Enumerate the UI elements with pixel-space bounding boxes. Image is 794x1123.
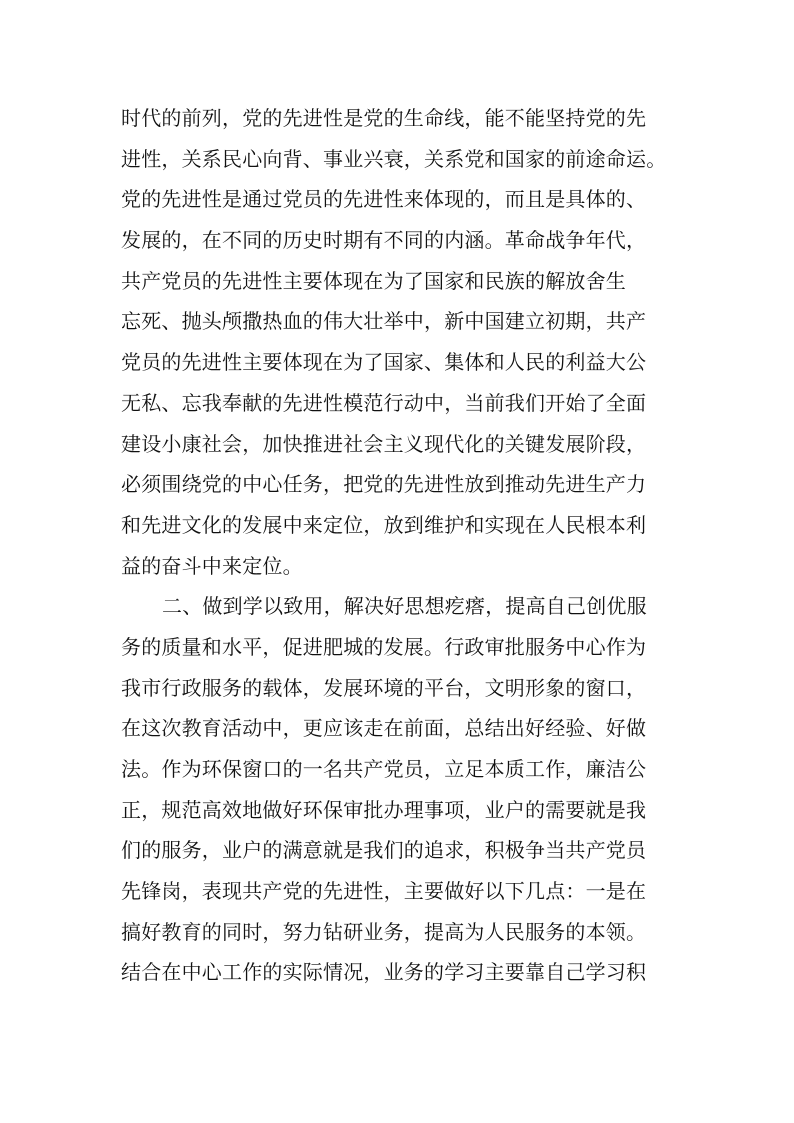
text-line: 搞好教育的同时，努力钻研业务，提高为人民服务的本领。	[121, 919, 647, 944]
text-line: 益的奋斗中来定位。	[121, 553, 303, 578]
text-line: 建设小康社会，加快推进社会主义现代化的关键发展阶段，	[121, 431, 647, 456]
text-line: 在这次教育活动中，更应该走在前面，总结出好经验、好做	[121, 716, 647, 741]
text-line: 和先进文化的发展中来定位，放到维护和实现在人民根本利	[121, 512, 647, 537]
text-line: 正，规范高效地做好环保审批办理事项，业户的需要就是我	[121, 797, 647, 822]
text-line: 必须围绕党的中心任务，把党的先进性放到推动先进生产力	[121, 472, 647, 497]
text-line: 无私、忘我奉献的先进性模范行动中，当前我们开始了全面	[121, 390, 647, 415]
text-line: 时代的前列，党的先进性是党的生命线，能不能坚持党的先	[121, 106, 647, 130]
paragraph-start-line: 二、做到学以致用，解决好思想疙瘩，提高自己创优服	[162, 594, 647, 619]
text-line: 进性，关系民心向背、事业兴衰，关系党和国家的前途命运。	[121, 146, 667, 171]
text-line: 忘死、抛头颅撒热血的伟大壮举中，新中国建立初期，共产	[121, 309, 647, 334]
text-line: 发展的，在不同的历史时期有不同的内涵。革命战争年代，	[121, 228, 647, 253]
text-line: 先锋岗，表现共产党的先进性，主要做好以下几点：一是在	[121, 879, 647, 904]
text-line: 务的质量和水平，促进肥城的发展。行政审批服务中心作为	[121, 634, 647, 659]
text-line: 结合在中心工作的实际情况，业务的学习主要靠自己学习积	[121, 960, 647, 985]
text-line: 我市行政服务的载体，发展环境的平台，文明形象的窗口，	[121, 675, 647, 700]
text-line: 党的先进性是通过党员的先进性来体现的，而且是具体的、	[121, 187, 647, 212]
text-line: 法。作为环保窗口的一名共产党员，立足本质工作，廉洁公	[121, 757, 647, 781]
body-text	[121, 98, 691, 993]
text-line: 们的服务，业户的满意就是我们的追求，积极争当共产党员	[121, 838, 647, 863]
text-line: 党员的先进性主要体现在为了国家、集体和人民的利益大公	[121, 350, 647, 375]
text-line: 共产党员的先进性主要体现在为了国家和民族的解放舍生	[121, 268, 626, 293]
